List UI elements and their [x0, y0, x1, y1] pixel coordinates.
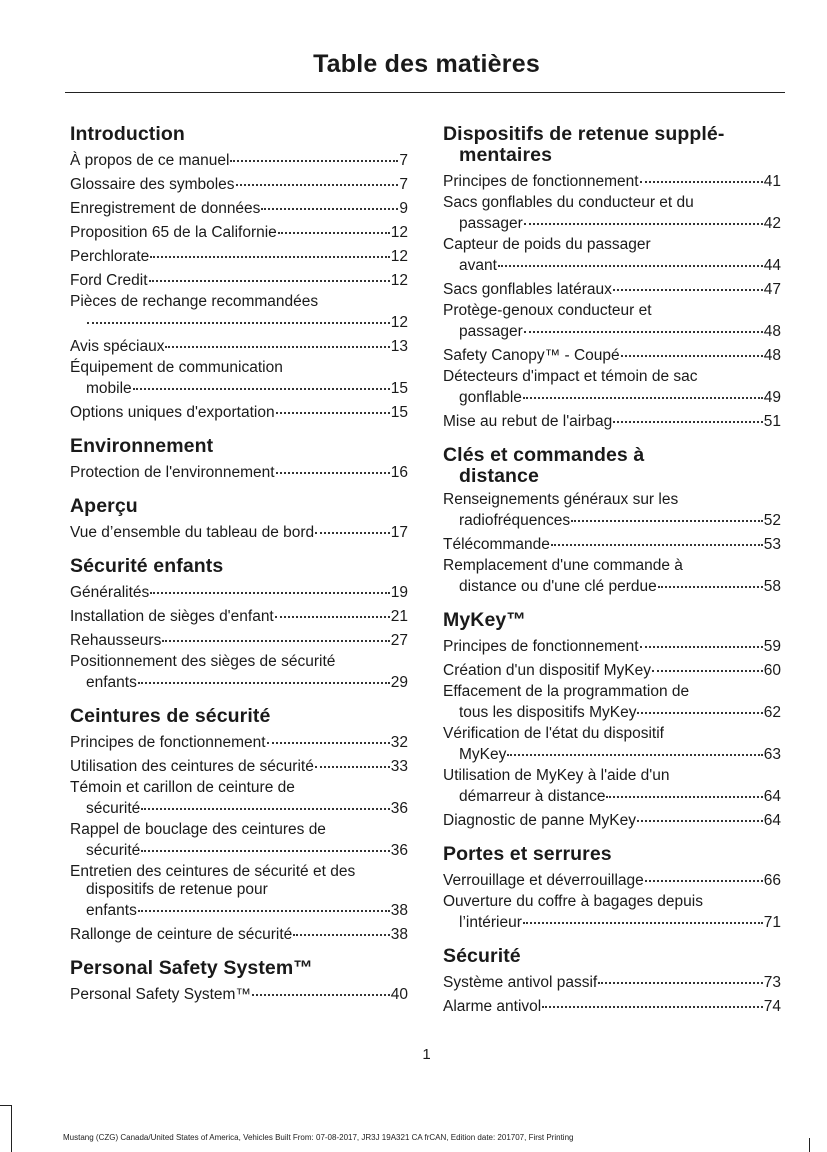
entry-text: Pièces de rechange recommandées: [70, 293, 319, 310]
dot-leader: [637, 698, 762, 714]
toc-section: [443, 124, 781, 431]
dot-leader: [542, 992, 763, 1008]
section-heading-text: Portes et serrures: [443, 843, 612, 865]
section-heading: [70, 124, 408, 145]
entry-last-line: [443, 635, 781, 656]
section-heading-text: distance: [459, 465, 539, 487]
entry-text: Témoin et carillon de ceinture de: [70, 779, 295, 796]
entry-text: enfants: [86, 674, 137, 691]
section-heading: [70, 436, 408, 457]
toc-entry[interactable]: [70, 149, 408, 170]
section-heading-text: Dispositifs de retenue supplé-: [443, 123, 725, 145]
entry-text: Principes de fonctionnement: [443, 173, 639, 190]
entry-text: Glossaire des symboles: [70, 176, 235, 193]
entry-text: Ouverture du coffre à bagages depuis: [443, 893, 703, 910]
entry-last-line: [70, 335, 408, 356]
entry-page-number: 38: [390, 902, 408, 919]
toc-entry[interactable]: [443, 194, 781, 233]
entry-last-line: [70, 311, 408, 332]
toc-entry[interactable]: [443, 869, 781, 890]
entry-page-number: 40: [390, 986, 408, 1003]
dot-leader: [275, 602, 390, 618]
entry-text: Mise au rebut de l'airbag: [443, 413, 613, 430]
toc-entry[interactable]: [70, 629, 408, 650]
toc-entry[interactable]: [70, 521, 408, 542]
entry-page-number: 42: [763, 215, 781, 232]
section-heading: [70, 496, 408, 517]
dot-leader: [278, 218, 390, 234]
toc-entry[interactable]: [443, 278, 781, 299]
dot-leader: [524, 209, 763, 225]
dot-leader: [141, 836, 389, 852]
entry-page-number: 60: [763, 662, 781, 679]
toc-entry[interactable]: [443, 659, 781, 680]
entry-page-number: 12: [390, 224, 408, 241]
dot-leader: [149, 266, 390, 282]
entry-last-line: [70, 839, 408, 860]
section-heading: [70, 706, 408, 727]
dot-leader: [652, 656, 763, 672]
entry-page-number: 73: [763, 974, 781, 991]
entry-last-line: [70, 581, 408, 602]
dot-leader: [523, 908, 763, 924]
entry-text: Verrouillage et déverrouillage: [443, 872, 644, 889]
entry-page-number: 36: [390, 842, 408, 859]
entry-last-line: [70, 461, 408, 482]
entry-last-line: [70, 983, 408, 1004]
entry-last-line: [443, 509, 781, 530]
entry-page-number: 33: [390, 758, 408, 775]
toc-entry[interactable]: [70, 461, 408, 482]
entry-text: Système antivol passif: [443, 974, 598, 991]
section-heading-text: Personal Safety System™: [70, 957, 313, 979]
entry-text: Safety Canopy™ - Coupé: [443, 347, 620, 364]
entry-last-line: [70, 401, 408, 422]
entry-text: Télécommande: [443, 536, 550, 553]
dot-leader: [613, 275, 763, 291]
toc-entry[interactable]: [70, 269, 408, 290]
entry-page-number: 7: [399, 152, 408, 169]
entry-page-number: 66: [763, 872, 781, 889]
entry-page-number: 63: [763, 746, 781, 763]
dot-leader: [606, 782, 762, 798]
entry-text: Effacement de la programmation de: [443, 683, 690, 700]
toc-entry[interactable]: [443, 491, 781, 530]
dot-leader: [150, 242, 389, 258]
entry-page-number: 15: [390, 404, 408, 421]
toc-right-column: [443, 124, 781, 1030]
section-heading-text: Clés et commandes à: [443, 444, 645, 466]
entry-text: Rappel de bouclage des ceintures de: [70, 821, 326, 838]
toc-section: [70, 958, 408, 1004]
dot-leader: [637, 806, 763, 822]
section-heading: [443, 946, 781, 967]
entry-page-number: 7: [399, 176, 408, 193]
dot-leader: [138, 668, 390, 684]
section-heading-text: Introduction: [70, 123, 185, 145]
entry-text: démarreur à distance: [459, 788, 606, 805]
entry-last-line: [70, 797, 408, 818]
entry-text: Installation de sièges d'enfant: [70, 608, 274, 625]
dot-leader: [267, 728, 390, 744]
entry-text: Vérification de l'état du dispositif: [443, 725, 664, 742]
entry-page-number: 13: [390, 338, 408, 355]
toc-section: [70, 556, 408, 692]
entry-last-line: [443, 575, 781, 596]
page-number: 1: [422, 1046, 431, 1063]
dot-leader: [498, 251, 763, 267]
entry-last-line: [443, 254, 781, 275]
entry-page-number: 29: [390, 674, 408, 691]
entry-page-number: 64: [763, 788, 781, 805]
entry-text: Personal Safety System™: [70, 986, 251, 1003]
dot-leader: [315, 752, 390, 768]
page-title: Table des matières: [313, 50, 540, 78]
dot-leader: [523, 383, 763, 399]
entry-last-line: [70, 173, 408, 194]
entry-text: Utilisation de MyKey à l'aide d'un: [443, 767, 670, 784]
entry-last-line: [443, 809, 781, 830]
crop-mark: [809, 1138, 810, 1152]
entry-text: Protège-genoux conducteur et: [443, 302, 652, 319]
entry-text: Enregistrement de données: [70, 200, 261, 217]
entry-page-number: 12: [390, 248, 408, 265]
entry-last-line: [70, 521, 408, 542]
toc-entry[interactable]: [443, 302, 781, 341]
entry-page-number: 71: [763, 914, 781, 931]
entry-text: Rallonge de ceinture de sécurité: [70, 926, 293, 943]
dot-leader: [236, 170, 399, 186]
toc-entry[interactable]: [70, 923, 408, 944]
crop-mark: [0, 1105, 11, 1106]
entry-text: gonflable: [459, 389, 522, 406]
section-heading: [443, 445, 781, 487]
entry-text: Avis spéciaux: [70, 338, 165, 355]
dot-leader: [551, 530, 763, 546]
entry-last-line: [443, 701, 781, 722]
title-rule: [65, 92, 785, 93]
toc-entry[interactable]: [443, 995, 781, 1016]
entry-page-number: 41: [763, 173, 781, 190]
dot-leader: [571, 506, 763, 522]
entry-last-line: [70, 269, 408, 290]
entry-text: MyKey: [459, 746, 507, 763]
toc-entry[interactable]: [70, 173, 408, 194]
entry-text: radiofréquences: [459, 512, 571, 529]
toc-entry[interactable]: [443, 410, 781, 431]
entry-last-line: [70, 245, 408, 266]
toc-entry[interactable]: [70, 863, 408, 920]
entry-page-number: 59: [763, 638, 781, 655]
entry-text: Équipement de communication: [70, 359, 283, 376]
entry-last-line: [443, 212, 781, 233]
entry-page-number: 38: [390, 926, 408, 943]
section-heading-text: mentaires: [459, 144, 553, 166]
entry-page-number: 74: [763, 998, 781, 1015]
toc-entry[interactable]: [70, 821, 408, 860]
section-heading-text: Sécurité: [443, 945, 521, 967]
entry-text: Généralités: [70, 584, 150, 601]
entry-last-line: [443, 743, 781, 764]
toc-section: [443, 610, 781, 830]
entry-text: distance ou d'une clé perdue: [459, 578, 657, 595]
dot-leader: [640, 167, 763, 183]
entry-last-line: [443, 971, 781, 992]
toc-entry[interactable]: [443, 368, 781, 407]
toc-entry[interactable]: [70, 221, 408, 242]
entry-last-line: [70, 731, 408, 752]
entry-last-line: [70, 671, 408, 692]
entry-last-line: [443, 320, 781, 341]
entry-text: Principes de fonctionnement: [70, 734, 266, 751]
dot-leader: [613, 407, 762, 423]
entry-last-line: [443, 386, 781, 407]
toc-section: [70, 706, 408, 944]
entry-last-line: [70, 605, 408, 626]
toc-entry[interactable]: [443, 557, 781, 596]
entry-last-line: [70, 899, 408, 920]
dot-leader: [315, 518, 390, 534]
entry-text: Diagnostic de panne MyKey: [443, 812, 637, 829]
entry-text: enfants: [86, 902, 137, 919]
entry-last-line: [443, 911, 781, 932]
toc-entry[interactable]: [70, 245, 408, 266]
dot-leader: [150, 578, 389, 594]
entry-last-line: [443, 344, 781, 365]
entry-text: Création d'un dispositif MyKey: [443, 662, 652, 679]
toc-entry[interactable]: [70, 755, 408, 776]
entry-page-number: 16: [390, 464, 408, 481]
entry-text: Options uniques d'exportation: [70, 404, 275, 421]
entry-last-line: [70, 377, 408, 398]
dot-leader: [138, 896, 390, 912]
toc-entry[interactable]: [443, 170, 781, 191]
toc-entry[interactable]: [443, 809, 781, 830]
section-heading-text: MyKey™: [443, 609, 526, 631]
entry-page-number: 58: [763, 578, 781, 595]
toc-entry[interactable]: [443, 971, 781, 992]
entry-text: Alarme antivol: [443, 998, 542, 1015]
entry-page-number: 62: [763, 704, 781, 721]
entry-page-number: 53: [763, 536, 781, 553]
entry-page-number: 32: [390, 734, 408, 751]
entry-text: Remplacement d'une commande à: [443, 557, 683, 574]
entry-last-line: [70, 629, 408, 650]
dot-leader: [640, 632, 763, 648]
entry-text: Perchlorate: [70, 248, 150, 265]
dot-leader: [658, 572, 763, 588]
entry-text: l’intérieur: [459, 914, 522, 931]
toc-entry[interactable]: [443, 635, 781, 656]
dot-leader: [87, 308, 390, 324]
toc-entry[interactable]: [443, 236, 781, 275]
toc-entry[interactable]: [70, 197, 408, 218]
dot-leader: [252, 980, 390, 996]
toc-entry[interactable]: [70, 293, 408, 332]
entry-page-number: 51: [763, 413, 781, 430]
entry-text: Sacs gonflables du conducteur et du: [443, 194, 694, 211]
toc-entry[interactable]: [70, 401, 408, 422]
toc-entry[interactable]: [443, 725, 781, 764]
entry-text: Capteur de poids du passager: [443, 236, 651, 253]
entry-last-line: [70, 755, 408, 776]
entry-page-number: 27: [390, 632, 408, 649]
dot-leader: [165, 332, 389, 348]
entry-last-line: [70, 197, 408, 218]
entry-text: Vue d’ensemble du tableau de bord: [70, 524, 315, 541]
entry-last-line: [443, 659, 781, 680]
entry-page-number: 19: [390, 584, 408, 601]
dot-leader: [276, 398, 390, 414]
entry-last-line: [443, 533, 781, 554]
dot-leader: [645, 866, 763, 882]
entry-last-line: [443, 410, 781, 431]
section-heading: [443, 124, 781, 166]
entry-last-line: [443, 278, 781, 299]
dot-leader: [507, 740, 762, 756]
entry-text: avant: [459, 257, 497, 274]
toc-entry[interactable]: [443, 767, 781, 806]
section-heading: [70, 556, 408, 577]
toc-entry[interactable]: [443, 893, 781, 932]
entry-text: Renseignements généraux sur les: [443, 491, 679, 508]
entry-text: passager: [459, 215, 523, 232]
entry-text: sécurité: [86, 800, 141, 817]
dot-leader: [230, 146, 398, 162]
crop-mark: [11, 1105, 12, 1152]
toc-entry[interactable]: [443, 683, 781, 722]
entry-text: Sacs gonflables latéraux: [443, 281, 612, 298]
footer-text: Mustang (CZG) Canada/United States of America, Vehicles Built From: 07-08-2017, JR3J 19A321 CA frCAN, Edition date: 201707, First Printing: [63, 1133, 574, 1142]
entry-page-number: 47: [763, 281, 781, 298]
section-heading: [443, 610, 781, 631]
section-heading-text: Ceintures de sécurité: [70, 705, 271, 727]
entry-page-number: 52: [763, 512, 781, 529]
entry-text: Principes de fonctionnement: [443, 638, 639, 655]
toc-section: [70, 436, 408, 482]
toc-entry[interactable]: [70, 335, 408, 356]
dot-leader: [133, 374, 390, 390]
entry-page-number: 21: [390, 608, 408, 625]
entry-text: Ford Credit: [70, 272, 148, 289]
entry-text: Proposition 65 de la Californie: [70, 224, 277, 241]
entry-text: Rehausseurs: [70, 632, 162, 649]
entry-text: Positionnement des sièges de sécurité: [70, 653, 336, 670]
toc-entry[interactable]: [443, 344, 781, 365]
entry-text: Protection de l'environnement: [70, 464, 275, 481]
section-heading-text: Sécurité enfants: [70, 555, 224, 577]
toc-section: [443, 946, 781, 1016]
section-heading-text: Environnement: [70, 435, 214, 457]
entry-text: Détecteurs d'impact et témoin de sac: [443, 368, 698, 385]
entry-text: mobile: [86, 380, 132, 397]
toc-entry[interactable]: [70, 581, 408, 602]
entry-text: tous les dispositifs MyKey: [459, 704, 637, 721]
entry-page-number: 17: [390, 524, 408, 541]
entry-page-number: 15: [390, 380, 408, 397]
toc-section: [443, 844, 781, 932]
section-heading: [443, 844, 781, 865]
dot-leader: [162, 626, 389, 642]
entry-page-number: 36: [390, 800, 408, 817]
toc-entry[interactable]: [70, 983, 408, 1004]
entry-last-line: [70, 923, 408, 944]
toc-entry[interactable]: [70, 605, 408, 626]
entry-text: dispositifs de retenue pour: [86, 881, 268, 898]
toc-entry[interactable]: [443, 533, 781, 554]
entry-page-number: 12: [390, 314, 408, 331]
toc-entry[interactable]: [70, 779, 408, 818]
entry-last-line: [443, 170, 781, 191]
dot-leader: [293, 920, 389, 936]
entry-text: passager: [459, 323, 523, 340]
entry-last-line: [443, 785, 781, 806]
dot-leader: [524, 317, 763, 333]
toc-entry[interactable]: [70, 653, 408, 692]
dot-leader: [276, 458, 390, 474]
dot-leader: [621, 341, 763, 357]
entry-text: sécurité: [86, 842, 141, 859]
toc-section: [443, 445, 781, 596]
entry-page-number: 49: [763, 389, 781, 406]
entry-page-number: 44: [763, 257, 781, 274]
entry-last-line: [443, 995, 781, 1016]
toc-left-column: [70, 124, 408, 1018]
entry-last-line: [443, 869, 781, 890]
toc-entry[interactable]: [70, 731, 408, 752]
entry-text: Entretien des ceintures de sécurité et des: [70, 863, 356, 880]
entry-page-number: 48: [763, 347, 781, 364]
entry-page-number: 64: [763, 812, 781, 829]
section-heading-text: Aperçu: [70, 495, 138, 517]
toc-entry[interactable]: [70, 359, 408, 398]
section-heading: [70, 958, 408, 979]
entry-last-line: [70, 149, 408, 170]
entry-last-line: [70, 221, 408, 242]
entry-page-number: 48: [763, 323, 781, 340]
dot-leader: [261, 194, 398, 210]
entry-page-number: 9: [399, 200, 408, 217]
dot-leader: [141, 794, 389, 810]
entry-text: À propos de ce manuel: [70, 152, 230, 169]
toc-section: [70, 124, 408, 422]
entry-page-number: 12: [390, 272, 408, 289]
dot-leader: [598, 968, 763, 984]
toc-section: [70, 496, 408, 542]
entry-text: Utilisation des ceintures de sécurité: [70, 758, 314, 775]
